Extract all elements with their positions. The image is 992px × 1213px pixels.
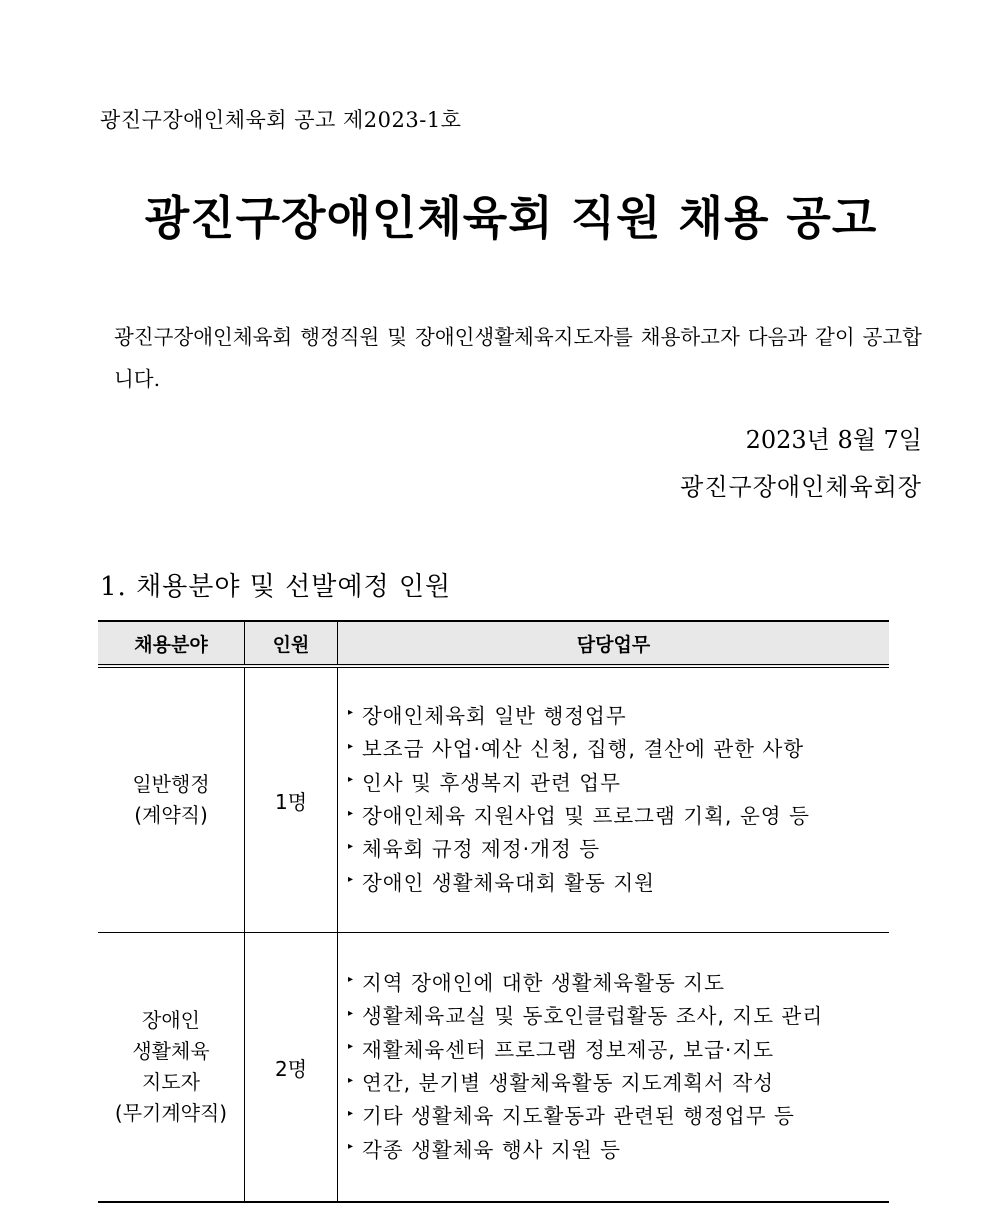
- list-item: [348, 1100, 889, 1133]
- triangle-bullet-icon: ▸: [348, 974, 355, 986]
- list-item: [348, 867, 889, 900]
- list-item: [348, 733, 889, 766]
- duty-text: 인사 및 후생복지 관련 업무: [362, 770, 621, 795]
- triangle-bullet-icon: ▸: [348, 807, 355, 819]
- duty-text: 체육회 규정 제정·개정 등: [362, 837, 601, 862]
- page-title: 광진구장애인체육회 직원 채용 공고: [144, 191, 878, 245]
- duties-cell: [338, 933, 890, 1203]
- notice-date: 2023년 8월 7일: [745, 426, 922, 454]
- duty-text: 보조금 사업·예산 신청, 집행, 결산에 관한 사항: [362, 737, 805, 762]
- duties-list: [348, 700, 889, 900]
- triangle-bullet-icon: ▸: [348, 1041, 355, 1053]
- triangle-bullet-icon: ▸: [348, 874, 355, 886]
- list-item: [348, 1034, 889, 1067]
- table-row: [98, 933, 889, 1203]
- list-item: [348, 767, 889, 800]
- list-item: [348, 1134, 889, 1167]
- field-line: 장애인: [142, 1008, 200, 1032]
- count-cell: 2명: [245, 933, 338, 1203]
- list-item: [348, 800, 889, 833]
- triangle-bullet-icon: ▸: [348, 840, 355, 852]
- intro-paragraph: 광진구장애인체육회 행정직원 및 장애인생활체육지도자를 채용하고자 다음과 같이 공고합니다.: [114, 325, 922, 391]
- duty-text: 각종 생활체육 행사 지원 등: [362, 1137, 621, 1162]
- triangle-bullet-icon: ▸: [348, 1007, 355, 1019]
- field-line: 일반행정: [132, 772, 210, 796]
- triangle-bullet-icon: ▸: [348, 1107, 355, 1119]
- duties-cell: [338, 666, 890, 933]
- triangle-bullet-icon: ▸: [348, 1141, 355, 1153]
- duty-text: 장애인체육 지원사업 및 프로그램 기획, 운영 등: [362, 804, 810, 828]
- duty-text: 지역 장애인에 대한 생활체육활동 지도: [362, 970, 725, 995]
- field-line: 지도자: [142, 1070, 200, 1094]
- recruitment-table: [98, 620, 889, 1203]
- list-item: [348, 700, 889, 733]
- table-row: [98, 666, 889, 933]
- table-header-row: [98, 621, 889, 666]
- triangle-bullet-icon: ▸: [348, 774, 355, 786]
- issuer-name: 광진구장애인체육회장: [680, 473, 922, 501]
- list-item: [348, 833, 889, 866]
- duty-text: 연간, 분기별 생활체육활동 지도계획서 작성: [362, 1071, 775, 1095]
- list-item: [348, 1000, 889, 1033]
- triangle-bullet-icon: ▸: [348, 740, 355, 752]
- field-line: (무기계약직): [114, 1101, 228, 1125]
- duty-text: 재활체육센터 프로그램 정보제공, 보급·지도: [362, 1037, 775, 1062]
- list-item: [348, 1067, 889, 1100]
- triangle-bullet-icon: ▸: [348, 1074, 355, 1086]
- field-cell: [98, 933, 245, 1203]
- duty-text: 생활체육교실 및 동호인클럽활동 조사, 지도 관리: [362, 1004, 824, 1029]
- field-line: (계약직): [134, 803, 208, 827]
- list-item: [348, 967, 889, 1000]
- triangle-bullet-icon: ▸: [348, 707, 355, 719]
- header-duties: 담당업무: [338, 621, 890, 666]
- header-field: 채용분야: [98, 621, 245, 666]
- notice-number: 광진구장애인체육회 공고 제2023-1호: [100, 108, 462, 132]
- duties-list: [348, 967, 889, 1167]
- section-title: 1. 채용분야 및 선발예정 인원: [100, 572, 452, 602]
- field-line: 생활체육: [132, 1039, 210, 1063]
- duty-text: 장애인 생활체육대회 활동 지원: [362, 870, 655, 895]
- header-count: 인원: [245, 621, 338, 666]
- field-cell: [98, 666, 245, 933]
- count-cell: 1명: [245, 666, 338, 933]
- duty-text: 장애인체육회 일반 행정업무: [362, 703, 627, 728]
- duty-text: 기타 생활체육 지도활동과 관련된 행정업무 등: [362, 1104, 795, 1129]
